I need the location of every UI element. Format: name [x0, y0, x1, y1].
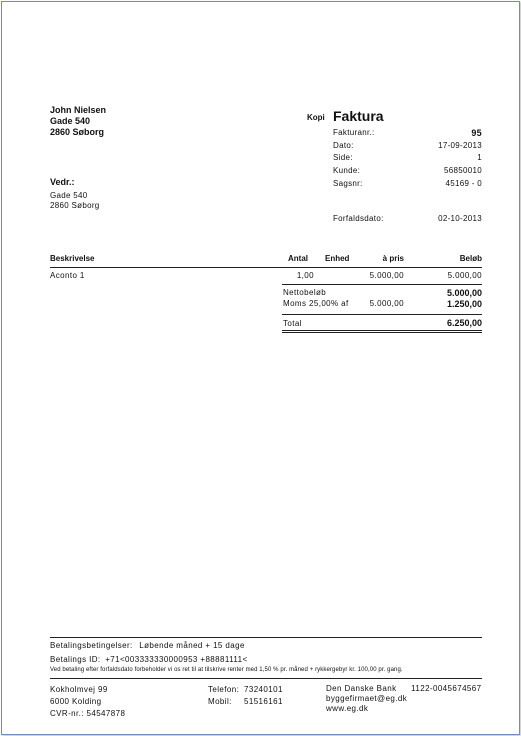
- bank-row: [326, 684, 481, 694]
- vedr-address: [50, 191, 100, 211]
- company-bank: [326, 684, 481, 714]
- payment-id-label: Betalings ID:: [50, 655, 101, 664]
- mobile-value: 51516161: [244, 697, 283, 706]
- col-header-amount: Beløb: [459, 254, 482, 263]
- meta-value: 17-09-2013: [438, 141, 482, 150]
- meta-value: 56850010: [444, 166, 482, 175]
- totals-divider: [282, 314, 482, 315]
- payment-terms: [50, 641, 245, 650]
- company-contact: [208, 684, 283, 708]
- col-header-quantity: Antal: [288, 254, 308, 263]
- company-address: [50, 684, 125, 720]
- company-city: 6000 Kolding: [50, 697, 102, 706]
- meta-label: Sagsnr:: [333, 179, 363, 188]
- phone-label: Telefon:: [208, 685, 240, 694]
- bill-to-street: Gade 540: [50, 116, 91, 126]
- row-unit-price: 5.000,00: [369, 271, 404, 280]
- footer-bottom-divider: [50, 678, 482, 679]
- bill-to-address: [50, 105, 106, 138]
- bank-account: 1122-0045674567: [411, 684, 482, 693]
- meta-customer: [333, 166, 482, 177]
- table-header-divider: [50, 267, 482, 268]
- vedr-street: Gade 540: [50, 191, 88, 200]
- meta-value: 1: [477, 153, 482, 162]
- footer-top-divider: [50, 637, 482, 638]
- vedr-city: 2860 Søborg: [50, 201, 100, 210]
- bank-name: Den Danske Bank: [326, 684, 397, 693]
- meta-label: Fakturanr.:: [333, 128, 375, 137]
- total-label: Total: [283, 319, 302, 328]
- total-value: 6.250,00: [446, 318, 482, 328]
- col-header-unit-price: à pris: [382, 254, 404, 263]
- copy-label: Kopi: [307, 113, 325, 122]
- col-header-unit: Enhed: [325, 254, 350, 263]
- meta-value: 95: [471, 128, 482, 138]
- bill-to-city: 2860 Søborg: [50, 127, 105, 137]
- meta-label: Forfaldsdato:: [333, 214, 384, 223]
- total-underline-2: [282, 332, 482, 333]
- meta-case-number: [333, 179, 482, 190]
- meta-label: Side:: [333, 153, 353, 162]
- totals-top-divider: [282, 284, 482, 285]
- payment-id: [50, 655, 248, 664]
- meta-value: 45169 - 0: [445, 179, 482, 188]
- col-header-description: Beskrivelse: [50, 254, 95, 263]
- total-underline-1: [282, 330, 482, 331]
- net-value: 5.000,00: [446, 288, 482, 298]
- meta-label: Kunde:: [333, 166, 361, 175]
- vat-value: 1.250,00: [446, 299, 482, 309]
- document-title: Faktura: [333, 108, 384, 124]
- net-label: Nettobeløb: [283, 288, 327, 297]
- company-website: www.eg.dk: [326, 704, 369, 713]
- late-payment-note: Ved betaling efter forfaldsdato forbeholder vi os ret til at tilskrive renter med 1,50 % pr. måned + rykkergebyr kr. 100,00 pr. gang.: [50, 667, 403, 673]
- phone-value: 73240101: [244, 685, 283, 694]
- meta-label: Dato:: [333, 141, 354, 150]
- row-quantity: 1,00: [296, 271, 314, 280]
- vedr-label: Vedr.:: [50, 177, 75, 187]
- company-email: byggefirmaet@eg.dk: [326, 694, 408, 703]
- meta-value: 02-10-2013: [438, 214, 482, 223]
- company-street: Kokholmvej 99: [50, 685, 108, 694]
- mobile-label: Mobil:: [208, 697, 232, 706]
- vat-label: Moms 25,00% af: [283, 299, 349, 308]
- meta-invoice-number: [333, 128, 482, 139]
- meta-date: [333, 141, 482, 152]
- mobile-row: [208, 696, 283, 708]
- payment-id-value: +71<003333330000953 +88881111<: [105, 655, 248, 664]
- payment-terms-value: Løbende måned + 15 dage: [139, 641, 245, 650]
- payment-terms-label: Betalingsbetingelser:: [50, 641, 133, 650]
- phone-row: [208, 684, 283, 696]
- row-description: Aconto 1: [50, 271, 85, 280]
- meta-page: [333, 153, 482, 164]
- meta-due-date: [333, 214, 482, 225]
- company-cvr: CVR-nr.: 54547878: [50, 709, 126, 718]
- bill-to-name: John Nielsen: [50, 105, 107, 115]
- vat-base: 5.000,00: [369, 299, 404, 308]
- row-amount: 5.000,00: [447, 271, 482, 280]
